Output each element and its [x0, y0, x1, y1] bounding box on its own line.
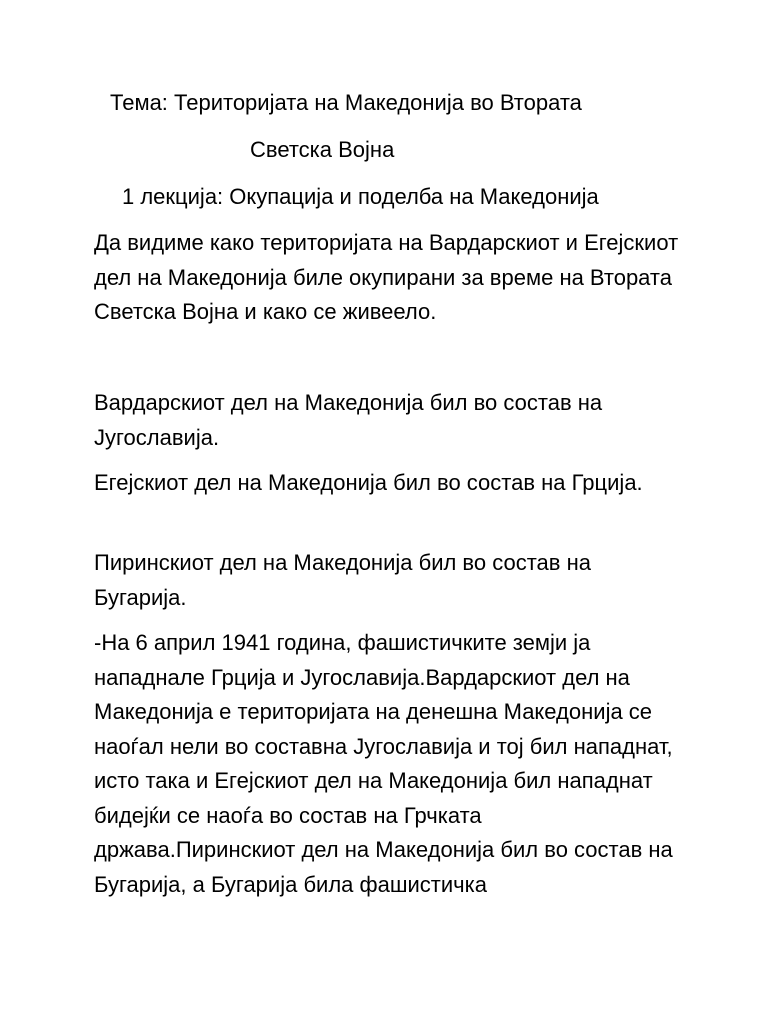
title-line-2: Светска Војна [250, 137, 395, 162]
paragraph-pirin: Пиринскиот дел на Македонија бил во состав на Бугарија. [94, 550, 591, 610]
lecture-heading: 1 лекција: Окупација и поделба на Македонија [122, 184, 599, 209]
paragraph-vardar: Вардарскиот дел на Македонија бил во состав на Југославија. [94, 390, 603, 450]
paragraph-april-1941: -На 6 април 1941 година, фашистичките земји ја нападнале Грција и Југославија.Вардарскиот дел на Македонија е територијата на денешна Македонија се наоѓал нели во составна Југославија и тој бил нападнат, исто така и Егејскиот дел на Македонија бил нападнат бидејќи се наоѓа во состав на Грчката држава.Пиринскиот дел на Македонија бил во состав на Бугарија, а Бугарија била фашистичка [94, 630, 673, 897]
title-line-1: Тема: Територијата на Македонија во Втората [110, 90, 582, 115]
paragraph-aegean: Егејскиот дел на Македонија бил во состав на Грција. [94, 470, 643, 495]
intro-paragraph: Да видиме како територијата на Вардарскиот и Егејскиот дел на Македонија биле окупирани за време на Втората Светска Војна и како се живеело. [94, 230, 679, 324]
